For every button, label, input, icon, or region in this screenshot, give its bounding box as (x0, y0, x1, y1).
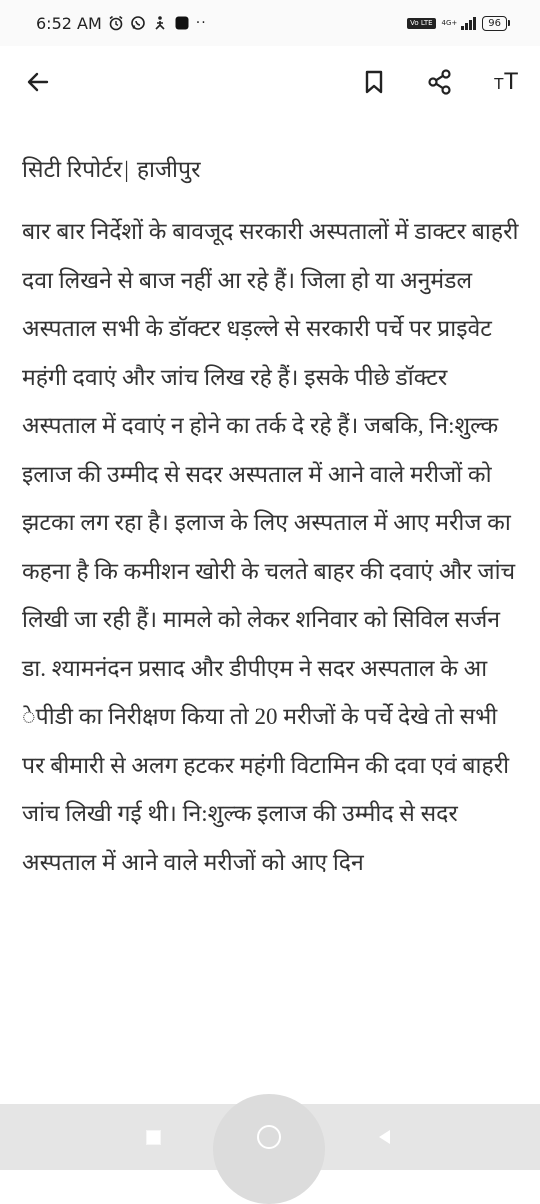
whatsapp-icon (130, 15, 146, 31)
status-right (407, 0, 510, 46)
recents-button[interactable] (138, 1122, 168, 1152)
more-notifications-indicator: ·· (195, 15, 207, 31)
recents-icon (146, 1130, 161, 1145)
status-bar (0, 0, 540, 46)
back-button[interactable] (16, 60, 60, 104)
back-icon (375, 1127, 395, 1147)
article-byline (22, 116, 522, 188)
home-button[interactable] (213, 1104, 325, 1170)
signal-icon (461, 16, 476, 30)
alarm-icon (108, 15, 124, 31)
volte-icon: Vo LTE (407, 18, 435, 29)
home-icon (257, 1125, 281, 1149)
battery-icon (482, 16, 510, 31)
article-body: बार बार निर्देशों के बावजूद सरकारी अस्पतालों में डाक्टर बाहरी दवा लिखने से बाज नहीं आ रहे हैं। जिला हो या अनुमंडल अस्पताल सभी के डॉक्टर धड़ल्ले से सरकारी पर्चे पर प्राइवेट महंगी दवाएं और जांच लिख रहे हैं। इसके पीछे डॉक्टर अस्पताल में दवाएं न होने का तर्क दे रहे हैं। जबकि, नि:शुल्क इलाज की उम्मीद से सदर अस्पताल में आने वाले मरीजों को झटका लग रहा है। इलाज के लिए अस्पताल में आए मरीज का कहना है कि कमीशन खोरी के चलते बाहर की दवाएं और जांच लिखी जा रही हैं। मामले को लेकर शनिवार को सिविल सर्जन डा. श्यामनंदन प्रसाद और डीपीएम ने सदर अस्पताल के आ ेपीडी का निरीक्षण किया तो 20 मरीजों के पर्चे देखे तो सभी पर बीमारी से अलग हटकर महंगी विटामिन की दवा एवं बाहरी जांच लिखी गई थी। नि:शुल्क इलाज की उम्मीद से सदर अस्पताल में आने वाले मरीजों को आए दिन (22, 219, 519, 875)
byline-place: हाजीपुर (136, 157, 201, 182)
accessibility-icon (152, 15, 168, 31)
app-toolbar (0, 46, 540, 116)
bookmark-icon (362, 69, 386, 95)
share-icon (426, 68, 454, 96)
text-size-button[interactable] (484, 60, 528, 104)
status-time: 6:52 AM (36, 13, 102, 33)
back-arrow-icon (25, 69, 51, 95)
network-type: 4G+ (441, 19, 458, 27)
nav-back-button[interactable] (370, 1122, 400, 1152)
byline-reporter: सिटी रिपोर्टर (22, 157, 123, 182)
status-left (36, 0, 207, 46)
article-content (22, 116, 522, 887)
battery-level: 96 (482, 16, 507, 31)
share-button[interactable] (418, 60, 462, 104)
byline-separator: | (124, 157, 129, 182)
app-icon (174, 15, 190, 31)
system-nav-bar (0, 1104, 540, 1170)
bookmark-button[interactable] (352, 60, 396, 104)
text-size-icon: T T (494, 69, 518, 95)
